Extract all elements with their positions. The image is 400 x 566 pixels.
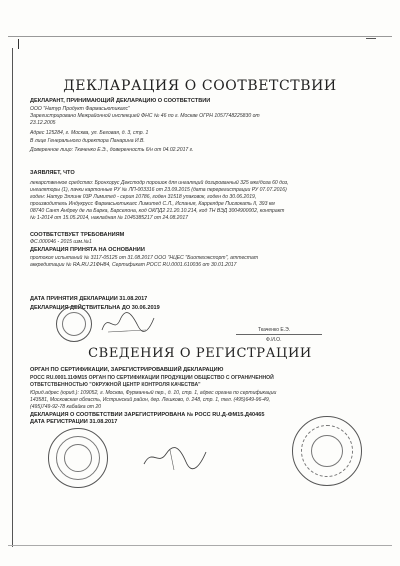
valid-until: ДЕКЛАРАЦИЯ ДЕЙСТВИТЕЛЬНА ДО 30.06.2019 [30, 305, 160, 311]
basis-line: протокол испытаний № 3117-05125 от 31.08.2017 ООО "НЦЕС "Биотехэкспорт", аттестат [30, 255, 259, 261]
basis-line: аккредитации № RA.RU.21ФН84, Сертификат РОСС RU.0001.610036 от 30.01.2017 [30, 262, 237, 268]
registration-body-line: Юрид.адрес (юрид.): 109052, г. Москва, Фурманный пер., д. 10, стр. 1, адрес органа по сертификации [30, 390, 277, 396]
stamp-center-ring [64, 444, 92, 472]
requirements-line: ФС.000046 - 2015 изм.№1 [30, 239, 92, 245]
signature-name: Ткаченко Е.Э. [258, 327, 291, 333]
registration-title: СВЕДЕНИЯ О РЕГИСТРАЦИИ [88, 346, 312, 361]
declarant-signature [98, 308, 158, 338]
declaration-title: ДЕКЛАРАЦИЯ О СООТВЕТСТВИИ [63, 78, 337, 94]
declarant-line: Зарегистрировано Межрайонной инспекцией ФНС № 46 по г. Москве ОГРН 1057748225830 от [30, 113, 260, 119]
claims-header: ЗАЯВЛЯЕТ, ЧТО [30, 170, 75, 176]
registration-body-line: ОТВЕТСТВЕННОСТЬЮ "ОКРУЖНОЙ ЦЕНТР КОНТРОЛЯ КАЧЕСТВА" [30, 382, 201, 388]
declarant-header: ДЕКЛАРАНТ, ПРИНИМАЮЩИЙ ДЕКЛАРАЦИЮ О СООТВЕТСТВИИ [30, 98, 211, 104]
scan-edge-top [8, 36, 392, 37]
claims-line: годен: Натур Эллинк 03Р Лимитед - серия 10786, годен 31518 упаковок, годен до 30.06.2019, [30, 194, 257, 200]
registration-seal [292, 416, 362, 486]
claims-line: № 1-2014 от 15.05.2014, накладная № 1045385217 от 24.08.2017 [30, 215, 189, 221]
declarant-stamp [56, 306, 92, 342]
registrar-signature [140, 444, 210, 474]
claims-line: ингаляторы (1), пачки картонные РУ № ЛП-003316 от 23.09.2015 (дата перерегистрации РУ 07.07.2016) [30, 187, 287, 193]
signature-caption: Ф.И.О. [266, 337, 282, 343]
seal-center-ring [311, 435, 343, 467]
registered-header: ДЕКЛАРАЦИЯ О СООТВЕТСТВИИ ЗАРЕГИСТРИРОВАНА № РОСС RU.Д-ФМ15.Д40465 [30, 412, 265, 418]
registration-body-header: ОРГАН ПО СЕРТИФИКАЦИИ, ЗАРЕГИСТРИРОВАВШИЙ ДЕКЛАРАЦИЮ [30, 367, 224, 373]
declarant-line: Доверенное лицо: Ткаченко Е.Э., доверенность 6/н от 04.02.2017 г. [30, 147, 194, 153]
certification-stamp [48, 428, 108, 488]
claims-line: лекарственное средство: Бронхорус Декстодр порошок для ингаляций дозированный 325 мкг/доза 60 доз, [30, 180, 289, 186]
signature-line [236, 334, 322, 335]
registration-body-line: РОСС RU.0001.11ФМ15 ОРГАН ПО СЕРТИФИКАЦИИ ПРОДУКЦИИ ОБЩЕСТВО С ОГРАНИЧЕННОЙ [30, 375, 274, 381]
stamp-inner-ring [62, 312, 86, 336]
declarant-line: 23.12.2005 [30, 120, 56, 126]
accepted-date: ДАТА ПРИНЯТИЯ ДЕКЛАРАЦИИ 31.08.2017 [30, 296, 148, 302]
scan-edge-bottom [8, 545, 392, 546]
claims-line: 08740 Сант Андреу де ла Барка, Барселона, код ОКПД2 21.20.10.214, код ТН ВЭД 3004900002, контракт [30, 208, 285, 214]
declarant-line: В лице Генерального директора Панарина И.В. [30, 138, 145, 144]
basis-header: ДЕКЛАРАЦИЯ ПРИНЯТА НА ОСНОВАНИИ [30, 247, 145, 253]
claims-line: производитель Индукрусс Фармасьютикалс Лимитед С.Л., Испания, Каррелдре Писвокать II, 393 км [30, 201, 275, 207]
declarant-line: ООО "Натур Продукт Фармасьютикалс" [30, 106, 130, 112]
requirements-header: СООТВЕТСТВУЕТ ТРЕБОВАНИЯМ [30, 232, 125, 238]
registered-date: ДАТА РЕГИСТРАЦИИ 31.08.2017 [30, 419, 118, 425]
scan-mark-corner [366, 38, 376, 45]
registration-body-line: (495)749-92-78 кабайка от 20 [30, 404, 102, 410]
declarant-line: Адрес 125284, г. Москва, ул. Беговая, д. 3, стр. 1 [30, 130, 149, 136]
registration-body-line: 143581, Московская область, Истринский район, дер. Лешково, д. 248, стр. 1, тел. (495)649-96-49, [30, 397, 271, 403]
